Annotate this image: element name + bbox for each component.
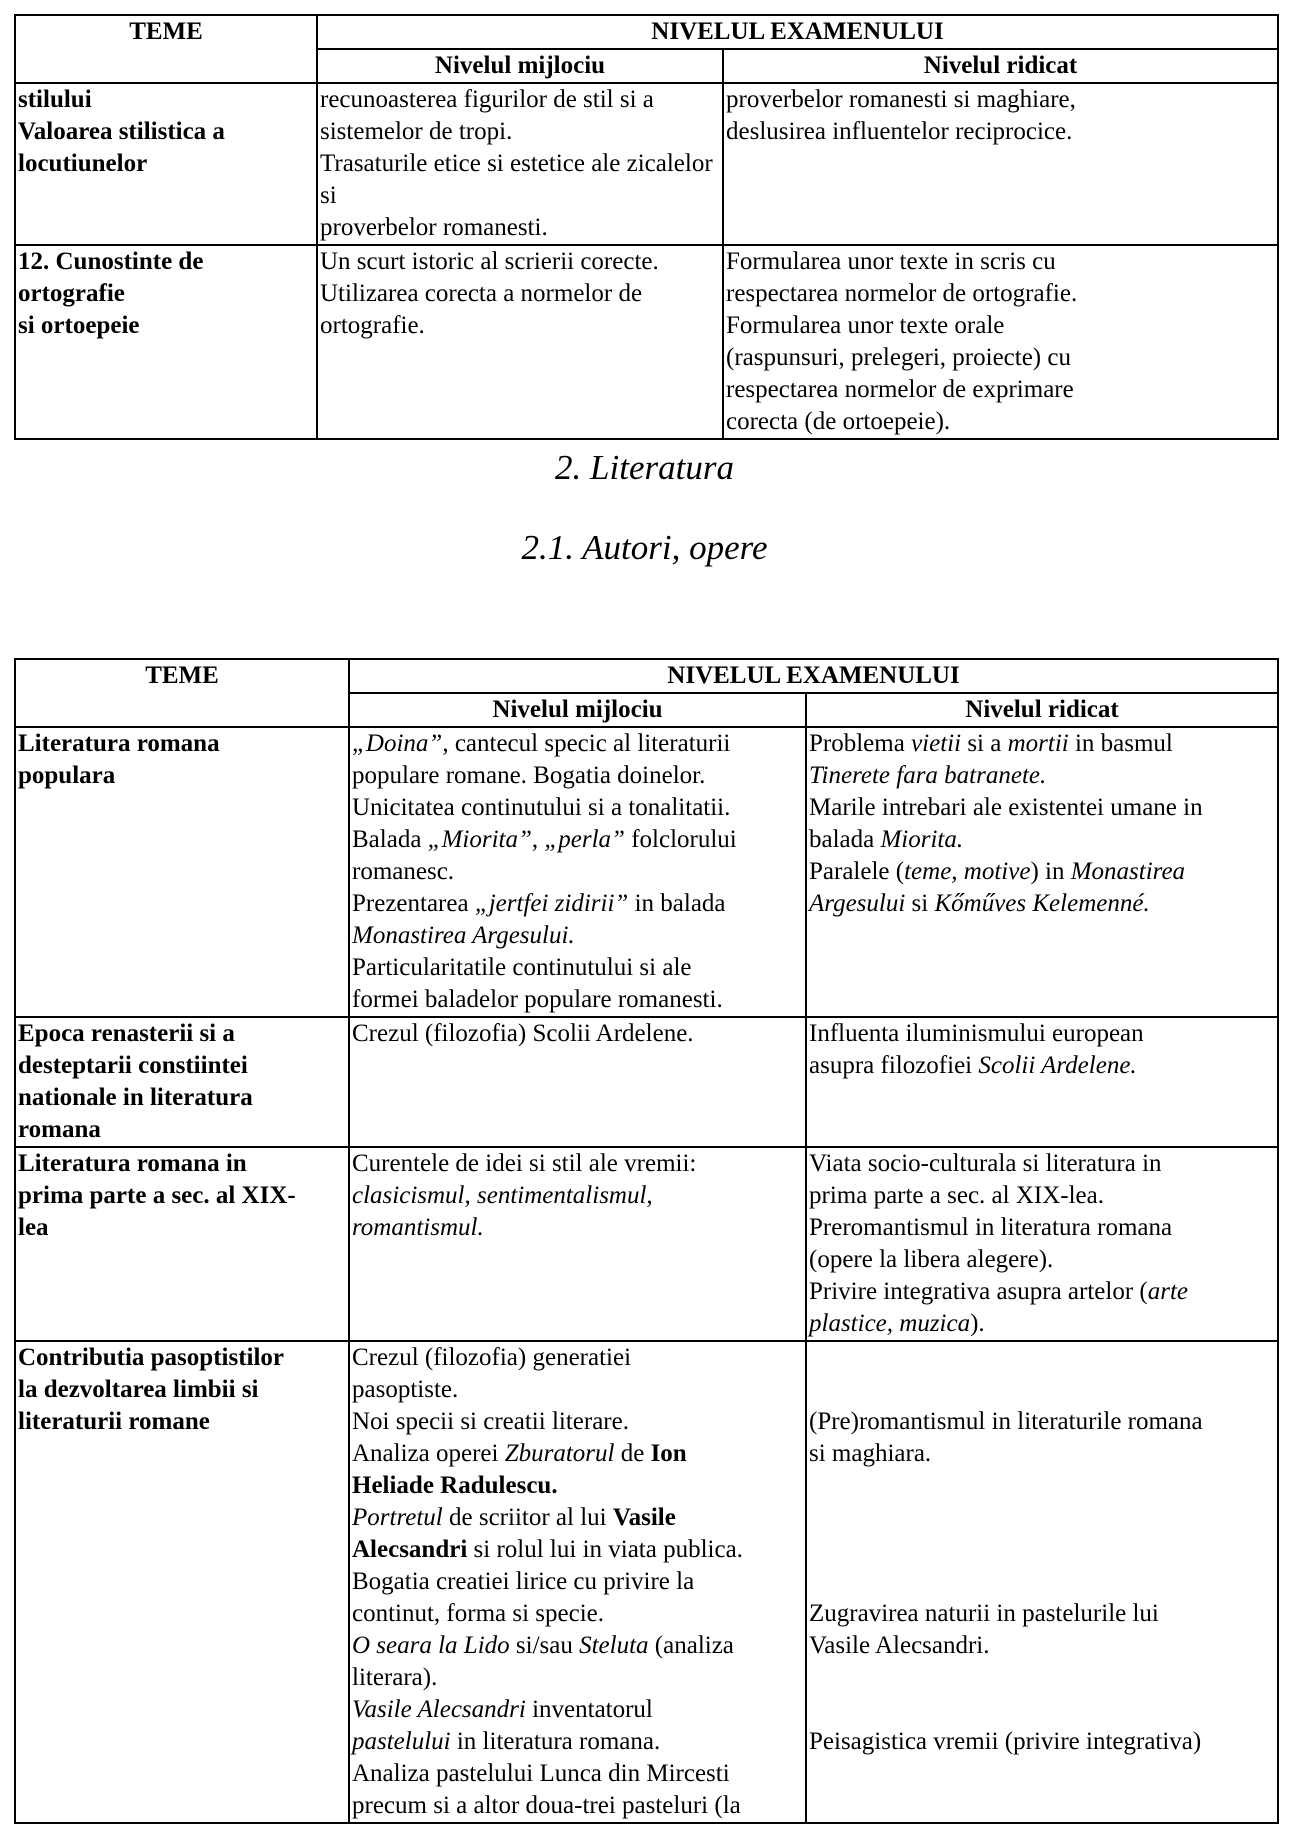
header-nivel-ridicat: Nivelul ridicat [723, 49, 1278, 83]
row-mijlociu: Curentele de idei si stil ale vremii: clasicismul, sentimentalismul, romantismul. [349, 1147, 806, 1341]
header-nivel-ridicat: Nivelul ridicat [806, 693, 1278, 727]
row-tema: Contributia pasoptistilor la dezvoltarea limbii si literaturii romane [15, 1341, 349, 1823]
table-row [15, 1147, 1278, 1341]
row-tema: Epoca renasterii si a desteptarii constiintei nationale in literatura romana [15, 1017, 349, 1147]
row-tema: Literatura romana populara [15, 727, 349, 1017]
row-mijlociu: „Doina”, cantecul specic al literaturii populare romane. Bogatia doinelor. Unicitatea continutului si a tonalitatii. Balada „Miorita”, „perla” folclorului romanesc. Prezentarea „jertfei zidirii” in balada Monastirea Argesului. Particularitatile continutului si ale formei baladelor populare romanesti. [349, 727, 806, 1017]
curriculum-table-limba [14, 14, 1279, 440]
header-nivel-mijlociu: Nivelul mijlociu [317, 49, 723, 83]
table-row [15, 83, 1278, 245]
row-ridicat: Influenta iluminismului european asupra filozofiei Scolii Ardelene. [806, 1017, 1278, 1147]
row-mijlociu: Crezul (filozofia) generatiei pasoptiste. Noi specii si creatii literare. Analiza operei Zburatorul de Ion Heliade Radulescu. Portretul de scriitor al lui Vasile Alecsandri si rolul lui in viata publica. Bogatia creatiei lirice cu privire la continut, forma si specie. O seara la Lido si/sau Steluta (analiza literara). Vasile Alecsandri inventatorul pastelului in literatura romana. Analiza pastelului Lunca din Mircesti precum si a altor doua-trei pasteluri (la [349, 1341, 806, 1823]
curriculum-table-literatura [14, 658, 1279, 1824]
table-row [15, 1341, 1278, 1823]
table-row [15, 727, 1278, 1017]
row-mijlociu: recunoasterea figurilor de stil si a sistemelor de tropi. Trasaturile etice si estetice ale zicalelor si proverbelor romanesti. [317, 83, 723, 245]
table-row [15, 1017, 1278, 1147]
row-mijlociu: Un scurt istoric al scrierii corecte. Utilizarea corecta a normelor de ortografie. [317, 245, 723, 439]
row-tema: 12. Cunostinte de ortografie si ortoepeie [15, 245, 317, 439]
row-ridicat: Problema vietii si a mortii in basmul Tinerete fara batranete. Marile intrebari ale existentei umane in balada Miorita. Paralele (teme, motive) in Monastirea Argesului si Kőműves Kelemenné. [806, 727, 1278, 1017]
row-tema: stilului Valoarea stilistica a locutiunelor [15, 83, 317, 245]
header-nivelul-examenului: NIVELUL EXAMENULUI [349, 659, 1278, 693]
row-tema: Literatura romana in prima parte a sec. al XIX- lea [15, 1147, 349, 1341]
row-mijlociu: Crezul (filozofia) Scolii Ardelene. [349, 1017, 806, 1147]
header-nivel-mijlociu: Nivelul mijlociu [349, 693, 806, 727]
row-ridicat: Formularea unor texte in scris cu respectarea normelor de ortografie. Formularea unor texte orale (raspunsuri, prelegeri, proiecte) cu respectarea normelor de exprimare corecta (de ortoepeie). [723, 245, 1278, 439]
header-nivelul-examenului: NIVELUL EXAMENULUI [317, 15, 1278, 49]
table-row [15, 245, 1278, 439]
header-teme: TEME [15, 659, 349, 727]
section-heading-literatura: 2. Literatura [555, 448, 734, 487]
row-ridicat: (Pre)romantismul in literaturile romana si maghiara. Zugravirea naturii in pastelurile lui Vasile Alecsandri. Peisagistica vremii (privire integrativa) [806, 1341, 1278, 1823]
row-ridicat: proverbelor romanesti si maghiare, deslusirea influentelor reciprocice. [723, 83, 1278, 245]
section-heading-autori-opere: 2.1. Autori, opere [521, 528, 768, 567]
row-ridicat: Viata socio-culturala si literatura in prima parte a sec. al XIX-lea. Preromantismul in literatura romana (opere la libera alegere). Privire integrativa asupra artelor (arte plastice, muzica). [806, 1147, 1278, 1341]
header-teme: TEME [15, 15, 317, 83]
